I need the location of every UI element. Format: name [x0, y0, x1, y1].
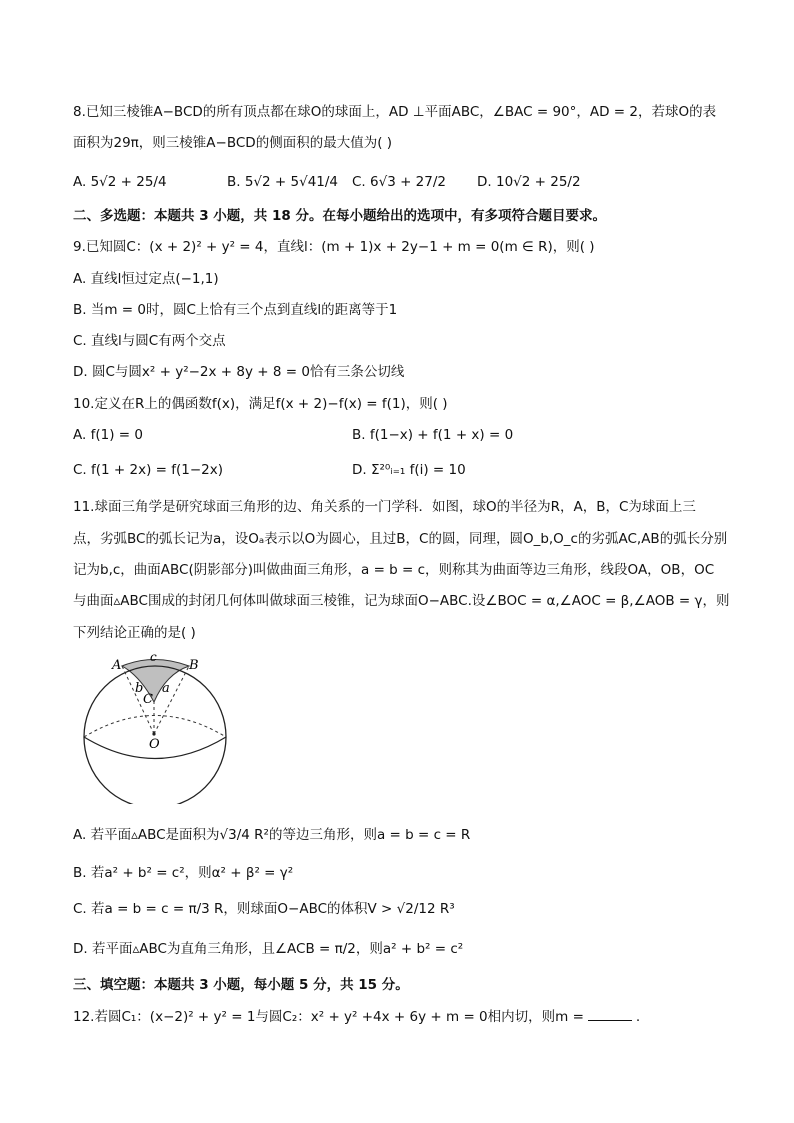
q11-option-b: B. 若a² + b² = c²，则α² + β² = γ²: [73, 865, 294, 881]
center-point-o: [152, 732, 155, 735]
q11-option-a: A. 若平面▵ABC是面积为√3/4 R²的等边三角形，则a = b = c = R: [73, 827, 471, 843]
q10-option-d: D. Σ²⁰ᵢ₌₁ f(i) = 10: [352, 462, 466, 478]
q11-stem-line1: 11.球面三角学是研究球面三角形的边、角关系的一门学科．如图，球O的半径为R，A，B，C为球面上三: [73, 499, 696, 515]
q12-end: .: [635, 1009, 641, 1025]
q11-option-c: C. 若a = b = c = π/3 R，则球面O−ABC的体积V > √2/12 R³: [73, 901, 455, 917]
label-c-arc: c: [150, 652, 157, 664]
q12-answer-blank[interactable]: [588, 1008, 632, 1021]
label-a-point: A: [112, 658, 122, 673]
q8-option-d: D. 10√2 + 25/2: [477, 174, 581, 190]
q8-option-c: C. 6√3 + 27/2: [352, 174, 446, 190]
q11-stem-line5: 下列结论正确的是( ): [73, 625, 196, 641]
q9-stem: 9.已知圆C：(x + 2)² + y² = 4，直线l：(m + 1)x + 2y−1 + m = 0(m ∈ R)，则( ): [73, 239, 595, 255]
q10-option-c: C. f(1 + 2x) = f(1−2x): [73, 462, 224, 478]
q12-stem-row: [73, 1008, 640, 1026]
q11-stem-line2: 点，劣弧BC的弧长记为a，设Oₐ表示以O为圆心，且过B，C的圆，同理，圆O_b,O_c的劣弧AC,AB的弧长分别: [73, 531, 728, 547]
q9-option-d: D. 圆C与圆x² + y²−2x + 8y + 8 = 0恰有三条公切线: [73, 364, 405, 380]
label-c-point: C: [143, 692, 153, 707]
section3-heading: 三、填空题：本题共 3 小题，每小题 5 分，共 15 分。: [73, 977, 409, 993]
q9-option-b: B. 当m = 0时，圆C上恰有三个点到直线l的距离等于1: [73, 302, 398, 318]
q10-option-a: A. f(1) = 0: [73, 427, 143, 443]
q9-option-a: A. 直线l恒过定点(−1,1): [73, 271, 219, 287]
sphere-figure: [78, 652, 238, 804]
label-o-point: O: [149, 737, 160, 752]
q9-option-c: C. 直线l与圆C有两个交点: [73, 333, 226, 349]
q11-stem-line4: 与曲面▵ABC围成的封闭几何体叫做球面三棱锥，记为球面O−ABC.设∠BOC = α,∠AOC = β,∠AOB = γ，则: [73, 593, 730, 609]
q11-stem-line3: 记为b,c，曲面ABC(阴影部分)叫做曲面三角形，a = b = c，则称其为曲面等边三角形，线段OA，OB，OC: [73, 562, 715, 578]
q12-stem: 12.若圆C₁：(x−2)² + y² = 1与圆C₂：x² + y² +4x + 6y + m = 0相内切，则m =: [73, 1009, 584, 1025]
label-b-arc: b: [135, 681, 144, 696]
q8-option-b: B. 5√2 + 5√41/4: [227, 174, 339, 190]
label-a-arc: a: [162, 681, 170, 696]
label-b-point: B: [189, 658, 199, 673]
q11-option-d: D. 若平面▵ABC为直角三角形，且∠ACB = π/2，则a² + b² = c²: [73, 941, 464, 957]
q8-stem-line1: 8.已知三棱锥A−BCD的所有顶点都在球O的球面上，AD ⊥平面ABC，∠BAC = 90°，AD = 2，若球O的表: [73, 104, 717, 120]
q10-option-b: B. f(1−x) + f(1 + x) = 0: [352, 427, 514, 443]
q8-option-a: A. 5√2 + 25/4: [73, 174, 167, 190]
q10-stem: 10.定义在R上的偶函数f(x)，满足f(x + 2)−f(x) = f(1)，则( ): [73, 396, 448, 412]
section2-heading: 二、多选题：本题共 3 小题，共 18 分。在每小题给出的选项中，有多项符合题目要求。: [73, 208, 606, 224]
q8-stem-line2: 面积为29π，则三棱锥A−BCD的侧面积的最大值为( ): [73, 135, 393, 151]
